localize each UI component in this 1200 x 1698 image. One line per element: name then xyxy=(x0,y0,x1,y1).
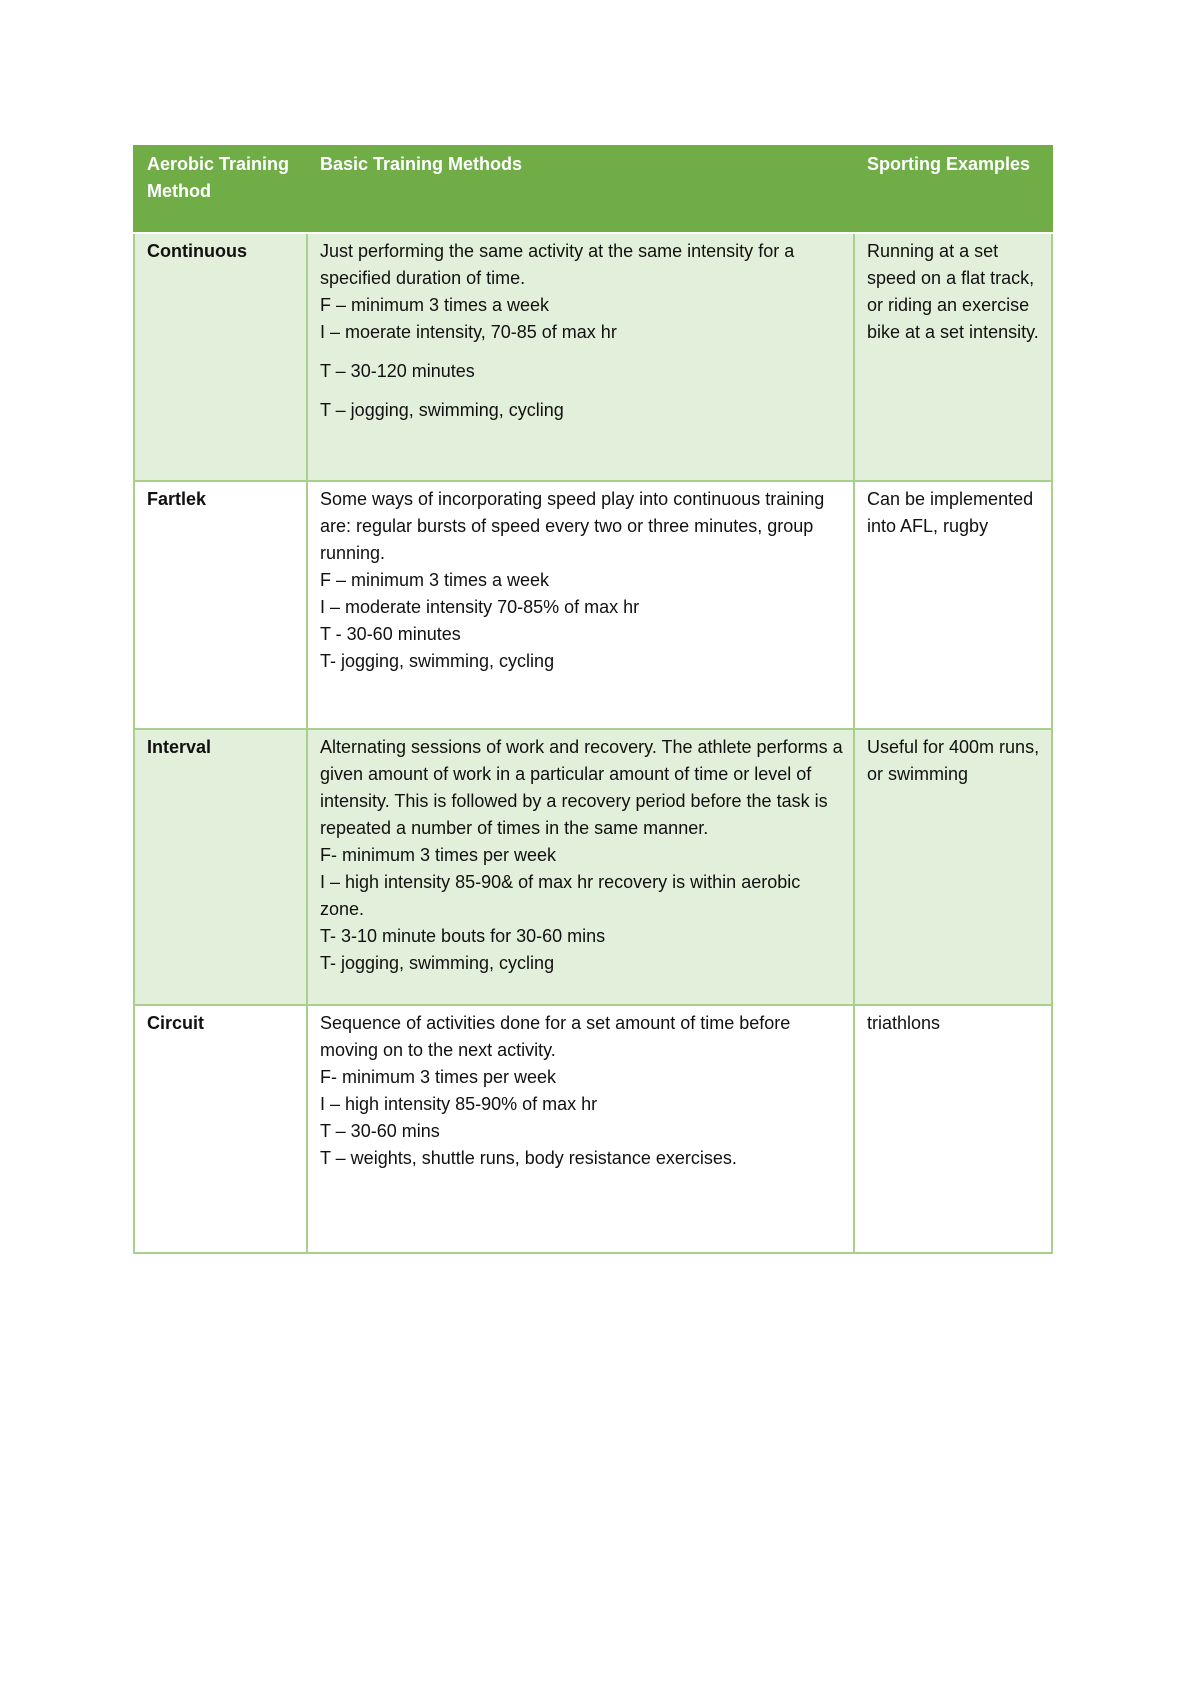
method-name-fartlek: Fartlek xyxy=(134,481,307,729)
type-line: T- jogging, swimming, cycling xyxy=(320,953,555,973)
sporting-example-continuous: Running at a set speed on a flat track, or riding an exercise bike at a set intensity. xyxy=(854,233,1052,481)
frequency-line: F- minimum 3 times per week xyxy=(320,845,557,865)
description-line: Just performing the same activity at the same intensity for a specified duration of time. xyxy=(320,241,795,288)
type-line: T – jogging, swimming, cycling xyxy=(320,400,564,420)
type-line: T – weights, shuttle runs, body resistance exercises. xyxy=(320,1148,737,1168)
basic-methods-circuit xyxy=(307,1005,854,1253)
time-line: T- 3-10 minute bouts for 30-60 mins xyxy=(320,926,606,946)
header-basic-training-methods: Basic Training Methods xyxy=(307,146,854,233)
time-line: T – 30-120 minutes xyxy=(320,361,475,381)
time-line: T - 30-60 minutes xyxy=(320,624,461,644)
sporting-example-interval: Useful for 400m runs, or swimming xyxy=(854,729,1052,1005)
intensity-line: I – high intensity 85-90& of max hr recovery is within aerobic zone. xyxy=(320,872,801,919)
time-line: T – 30-60 mins xyxy=(320,1121,440,1141)
sporting-example-fartlek: Can be implemented into AFL, rugby xyxy=(854,481,1052,729)
basic-methods-fartlek xyxy=(307,481,854,729)
table-body xyxy=(134,233,1052,1253)
basic-methods-continuous xyxy=(307,233,854,481)
table-header xyxy=(134,146,1052,233)
table-row xyxy=(134,481,1052,729)
frequency-line: F – minimum 3 times a week xyxy=(320,570,550,590)
method-name-interval: Interval xyxy=(134,729,307,1005)
header-aerobic-training-method: Aerobic Training Method xyxy=(134,146,307,233)
header-row xyxy=(134,146,1052,233)
table-row xyxy=(134,729,1052,1005)
frequency-line: F- minimum 3 times per week xyxy=(320,1067,557,1087)
description-line: Sequence of activities done for a set amount of time before moving on to the next activity. xyxy=(320,1013,791,1060)
intensity-line: I – high intensity 85-90% of max hr xyxy=(320,1094,598,1114)
method-name-circuit: Circuit xyxy=(134,1005,307,1253)
description-line: Some ways of incorporating speed play into continuous training are: regular bursts of speed every two or three minutes, group running. xyxy=(320,489,825,563)
type-line: T- jogging, swimming, cycling xyxy=(320,651,555,671)
basic-methods-interval xyxy=(307,729,854,1005)
method-name-continuous: Continuous xyxy=(134,233,307,481)
table-row xyxy=(134,1005,1052,1253)
aerobic-training-table xyxy=(133,145,1053,1254)
header-sporting-examples: Sporting Examples xyxy=(854,146,1052,233)
sporting-example-circuit: triathlons xyxy=(854,1005,1052,1253)
frequency-line: F – minimum 3 times a week xyxy=(320,295,550,315)
table-row xyxy=(134,233,1052,481)
intensity-line: I – moderate intensity 70-85% of max hr xyxy=(320,597,640,617)
description-line: Alternating sessions of work and recovery. The athlete performs a given amount of work in a particular amount of time or level of intensity. This is followed by a recovery period before the task is repeated a number of times in the same manner. xyxy=(320,737,843,838)
intensity-line: I – moerate intensity, 70-85 of max hr xyxy=(320,322,617,342)
